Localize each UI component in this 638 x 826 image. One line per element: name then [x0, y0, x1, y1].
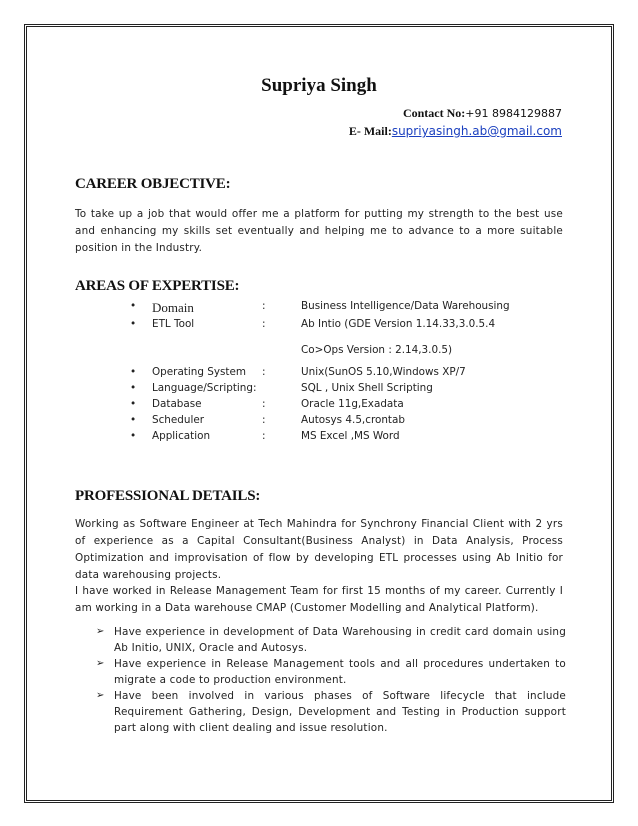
list-item-text: Have experience in Release Management tools and all procedures undertaken to migrate a code to production environment. [114, 658, 566, 686]
expertise-label: Application [152, 430, 211, 442]
expertise-row-database [130, 398, 570, 414]
list-item-text: Have been involved in various phases of Software lifecycle that include Requirement Gathering, Design, Development and Testing in Production support part along with client dealing and issue resolution. [114, 690, 566, 734]
arrow-bullet-icon: ➢ [96, 690, 105, 701]
bullet-dot-icon: • [130, 366, 137, 378]
expertise-separator: : [262, 398, 266, 410]
list-item [96, 624, 566, 656]
contact-line [403, 106, 562, 121]
arrow-bullet-icon: ➢ [96, 658, 105, 669]
contact-label: Contact No [402, 106, 462, 120]
bullet-dot-icon: • [130, 414, 137, 426]
expertise-separator: : [262, 300, 266, 312]
professional-paragraph-2: I have worked in Release Management Team for first 15 months of my career. Currently I am working in a Data warehouse CMAP (Customer Modelling and Analytical Platform). [75, 585, 563, 614]
expertise-separator: : [262, 366, 266, 378]
contact-number: +91 8984129887 [465, 107, 562, 120]
list-item [96, 656, 566, 688]
bullet-dot-icon: • [130, 300, 137, 312]
career-objective-heading: CAREER OBJECTIVE: [75, 176, 231, 192]
list-item-text: Have experience in development of Data Warehousing in credit card domain using Ab Initio, UNIX, Oracle and Autosys. [114, 626, 566, 654]
expertise-row-application [130, 430, 570, 446]
expertise-row-os [130, 366, 570, 382]
expertise-label: ETL Tool [152, 318, 195, 330]
expertise-label: Domain [152, 300, 194, 315]
professional-paragraph-1: Working as Software Engineer at Tech Mahindra for Synchrony Financial Client with 2 yrs of experience as a Capital Consultant(Business Analyst) in Data Analysis, Process Optimization and improvisation of flow by developing ETL processes using Ab Initio for data warehousing projects. [75, 518, 563, 581]
expertise-row-etl [130, 318, 570, 334]
candidate-name: Supriya Singh [261, 75, 377, 96]
expertise-row-domain [130, 300, 570, 316]
expertise-separator: : [262, 318, 266, 330]
expertise-value: Oracle 11g,Exadata [301, 398, 404, 410]
arrow-bullet-icon: ➢ [96, 626, 105, 637]
expertise-label: Operating System [152, 366, 246, 378]
email-link[interactable]: supriyasingh.ab@gmail.com [391, 124, 562, 138]
expertise-value: MS Excel ,MS Word [301, 430, 400, 442]
expertise-label: Database [152, 398, 202, 410]
expertise-value: Autosys 4.5,crontab [301, 414, 405, 426]
email-line [349, 124, 562, 139]
expertise-separator: : [262, 414, 266, 426]
coops-version-line: Co>Ops Version : 2.14,3.0.5) [301, 344, 453, 356]
contact-separator: : [461, 106, 466, 120]
expertise-label: Language/Scripting: [152, 382, 257, 394]
expertise-value: SQL , Unix Shell Scripting [301, 382, 433, 394]
professional-details-heading: PROFESSIONAL DETAILS: [75, 488, 261, 504]
email-label: E- Mail: [348, 124, 392, 138]
bullet-dot-icon: • [130, 318, 137, 330]
bullet-dot-icon: • [130, 430, 137, 442]
expertise-row-language [130, 382, 570, 398]
expertise-value: Business Intelligence/Data Warehousing [301, 300, 510, 312]
bullet-dot-icon: • [130, 398, 137, 410]
expertise-label: Scheduler [152, 414, 205, 426]
expertise-value: Ab Intio (GDE Version 1.14.33,3.0.5.4 [301, 318, 496, 330]
expertise-value: Unix(SunOS 5.10,Windows XP/7 [301, 366, 466, 378]
expertise-row-scheduler [130, 414, 570, 430]
career-objective-text: To take up a job that would offer me a platform for putting my strength to the best use and enhancing my skills set eventually and helping me to advance to a more suitable position in the Industry. [75, 208, 563, 254]
list-item [96, 688, 566, 736]
expertise-separator: : [262, 430, 266, 442]
bullet-dot-icon: • [130, 382, 137, 394]
professional-bullet-list [96, 624, 566, 736]
expertise-heading: AREAS OF EXPERTISE: [75, 278, 240, 294]
